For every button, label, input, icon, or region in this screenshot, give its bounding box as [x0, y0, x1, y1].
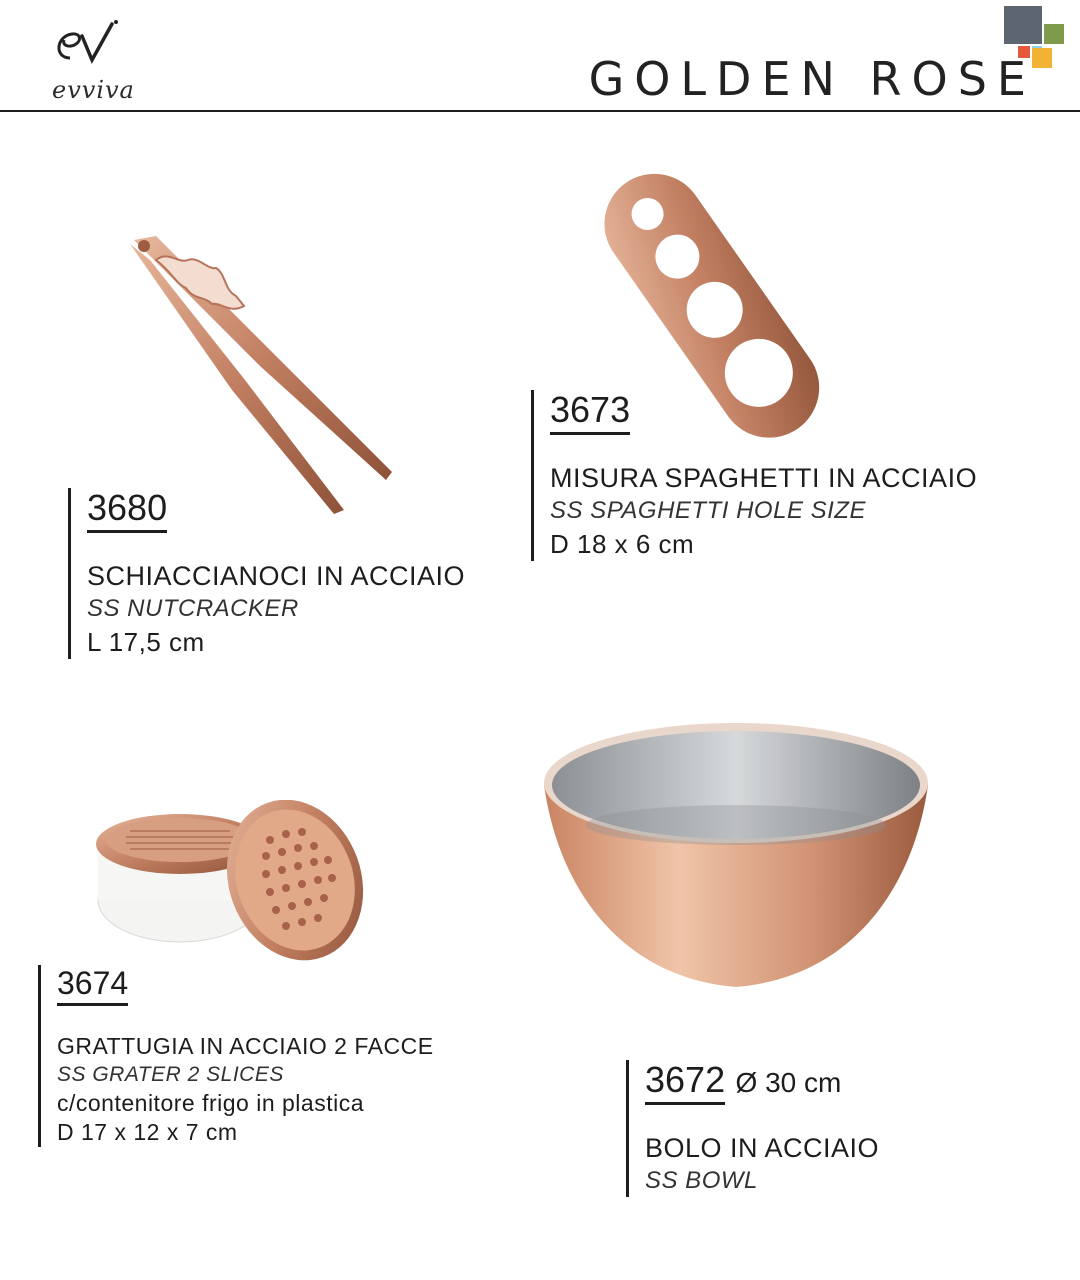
evviva-logo [52, 18, 142, 104]
product-code: 3674 [57, 965, 128, 1006]
logo-text: evviva [52, 76, 135, 104]
product-diameter: Ø 30 cm [735, 1067, 842, 1098]
product-name-en: SS BOWL [645, 1167, 758, 1194]
product-3673 [531, 390, 977, 561]
logo-mark-icon [52, 18, 122, 78]
product-3680 [68, 488, 465, 659]
nutcracker-image [120, 230, 410, 530]
product-dimensions: D 18 x 6 cm [550, 529, 695, 559]
bowl-image [538, 715, 934, 1005]
product-code: 3680 [87, 488, 167, 533]
product-name-en: SS GRATER 2 SLICES [57, 1063, 284, 1086]
product-name: BOLO IN ACCIAIO [645, 1133, 880, 1163]
product-code: 3672 [645, 1060, 725, 1105]
grater-image [90, 800, 380, 980]
page-title: GOLDEN ROSE [588, 52, 1036, 106]
header-divider [0, 110, 1080, 112]
product-note: c/contenitore frigo in plastica [57, 1090, 364, 1116]
product-name: GRATTUGIA IN ACCIAIO 2 FACCE [57, 1033, 434, 1059]
product-name: MISURA SPAGHETTI IN ACCIAIO [550, 463, 978, 493]
product-dimensions: D 17 x 12 x 7 cm [57, 1119, 238, 1145]
product-3674 [38, 965, 434, 1147]
product-name: SCHIACCIANOCI IN ACCIAIO [87, 561, 466, 591]
square-green [1044, 24, 1064, 44]
product-dimensions: L 17,5 cm [87, 627, 205, 657]
product-code: 3673 [550, 390, 630, 435]
product-3672 [626, 1060, 879, 1197]
square-gray [1004, 6, 1042, 44]
product-name-en: SS NUTCRACKER [87, 595, 299, 622]
product-name-en: SS SPAGHETTI HOLE SIZE [550, 497, 866, 524]
